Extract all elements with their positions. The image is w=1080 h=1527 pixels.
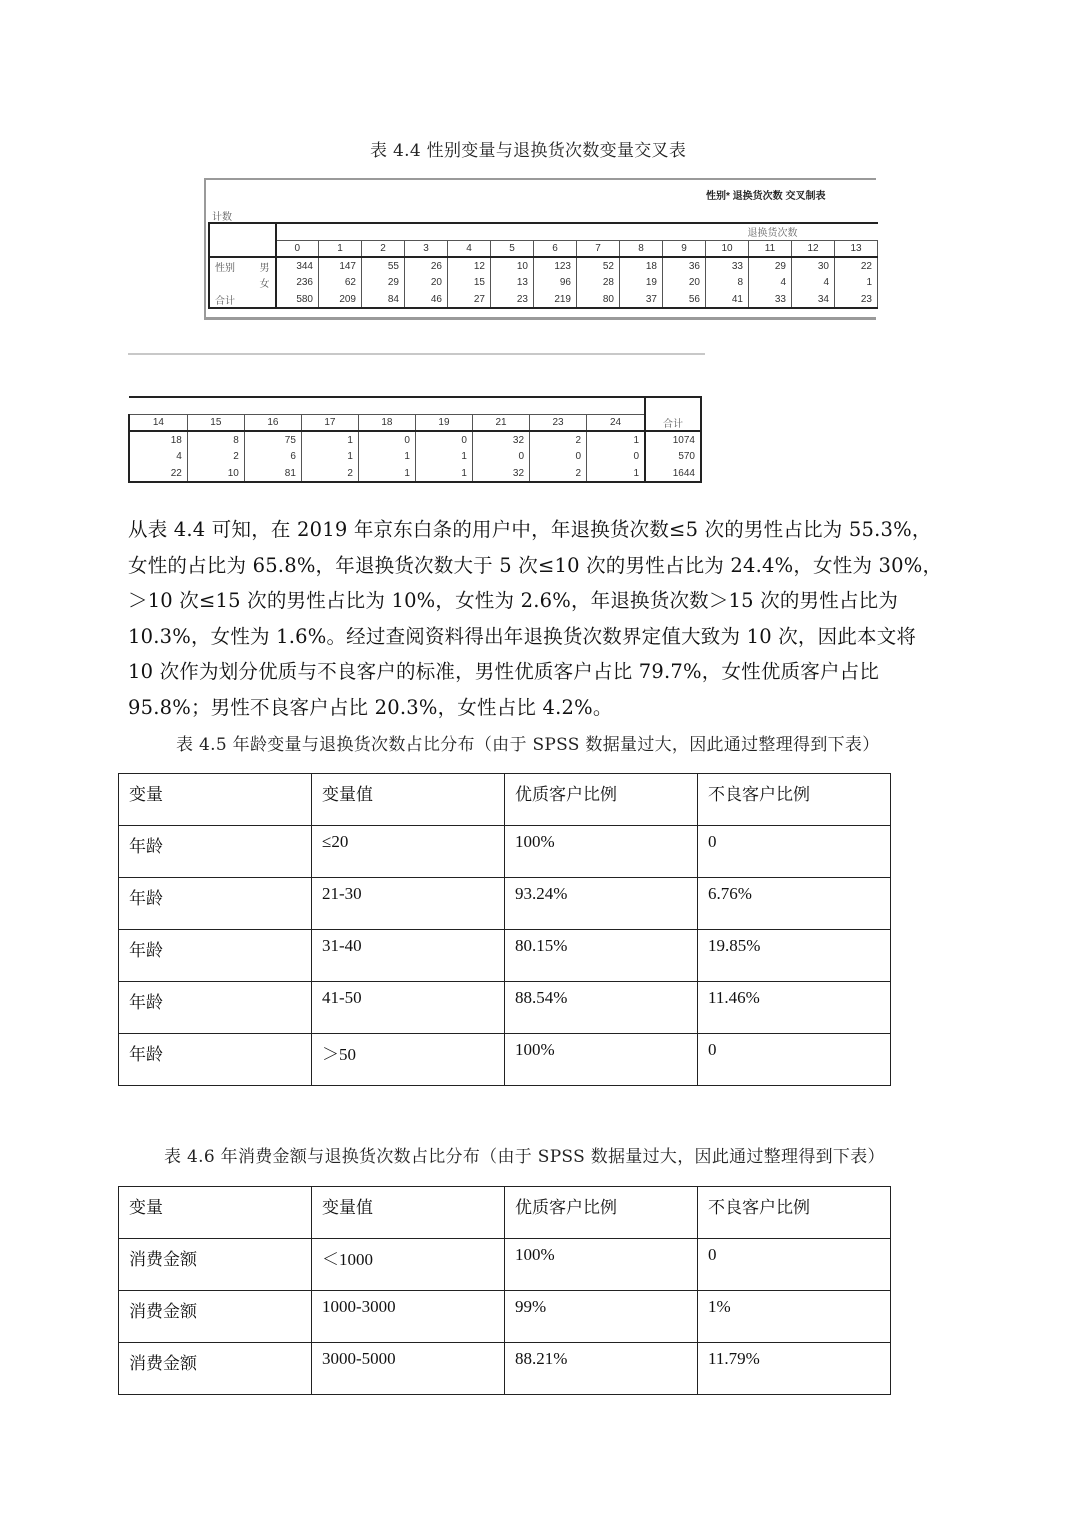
table-cell: 4 [129,448,187,465]
table-cell: 29 [749,257,792,274]
table-cell: 18 [129,431,187,448]
paragraph-line: 从表 4.4 可知，在 2019 年京东白条的用户中，年退换货次数≤5 次的男性占比为 55.3%， [128,518,932,541]
table-cell: 52 [577,257,620,274]
table-cell: 344 [276,257,319,274]
crosstab-table-part1 [208,222,878,309]
table-cell: 6 [244,448,301,465]
table-cell: 8 [187,431,244,448]
table-cell: ＞50 [312,1034,505,1086]
table-row [119,878,891,930]
table-cell: 0 [358,431,415,448]
table-cell: 219 [534,291,577,308]
table-cell: 1000-3000 [312,1291,505,1343]
table-cell: 34 [792,291,835,308]
table-cell: 21-30 [312,878,505,930]
column-header: 变量值 [312,774,505,826]
table-cell: 3000-5000 [312,1343,505,1395]
row-label-female: 女 [249,274,276,291]
table-cell: 236 [276,274,319,291]
table-cell: 88.54% [505,982,698,1034]
table-cell: 100% [505,1034,698,1086]
column-header: 变量 [119,1187,312,1239]
row-label-total: 合计 [209,291,249,308]
table-row [119,1034,891,1086]
spending-distribution-table [118,1186,891,1395]
table-cell: 消费金额 [119,1343,312,1395]
table-cell: 93.24% [505,878,698,930]
table-cell: 8 [706,274,749,291]
table-cell: 26 [405,257,448,274]
column-header: 2 [362,240,405,257]
table-cell: 100% [505,826,698,878]
column-header: 13 [835,240,878,257]
table-row [119,930,891,982]
table-cell: 20 [663,274,706,291]
column-header: 11 [749,240,792,257]
column-header: 3 [405,240,448,257]
table-cell: 年龄 [119,930,312,982]
table-cell: 13 [491,274,534,291]
table-cell: 0 [698,1034,891,1086]
table-cell: 81 [244,465,301,482]
table-cell: 年龄 [119,826,312,878]
table-cell: 123 [534,257,577,274]
table-cell: 80 [577,291,620,308]
table-row [119,826,891,878]
table-cell: 1 [358,448,415,465]
table-cell: 11.46% [698,982,891,1034]
table-cell: 1 [415,465,472,482]
table-cell: 23 [491,291,534,308]
table-cell: 41-50 [312,982,505,1034]
paragraph-line: 女性的占比为 65.8%，年退换货次数大于 5 次≤10 次的男性占比为 24.4%，女性为 30%， [128,553,943,577]
table-4-6-caption: 表 4.6 年消费金额与退换货次数占比分布（由于 SPSS 数据量过大，因此通过整理得到下表） [164,1147,885,1167]
table-cell: 33 [706,257,749,274]
table-cell: 22 [835,257,878,274]
table-cell: 年龄 [119,982,312,1034]
table-cell: 96 [534,274,577,291]
table-cell: 1% [698,1291,891,1343]
table-row [119,1291,891,1343]
table-cell: 10 [187,465,244,482]
table-cell: 19 [620,274,663,291]
table-cell: 11.79% [698,1343,891,1395]
table-row-female [129,448,701,465]
table-cell: 32 [472,431,529,448]
corner-cell [209,223,276,257]
page-divider [128,353,705,355]
table-4-5-caption: 表 4.5 年龄变量与退换货次数占比分布（由于 SPSS 数据量过大，因此通过整理得到下表） [176,735,880,755]
total-cell: 1644 [645,465,701,482]
table-cell: 41 [706,291,749,308]
paragraph-line: ＞10 次≤15 次的男性占比为 10%，女性为 2.6%，年退换货次数＞15 次的男性占比为 [128,589,899,612]
table-cell: 消费金额 [119,1291,312,1343]
table-cell: 84 [362,291,405,308]
header-row [119,1187,891,1239]
table-cell: 1 [415,448,472,465]
column-header: 14 [129,414,187,431]
table-cell: 1 [301,431,358,448]
column-header: 23 [530,414,587,431]
age-distribution-table [118,773,891,1086]
paragraph-line: 10.3%，女性为 1.6%。经过查阅资料得出年退换货次数界定值大致为 10 次，因此本文将 [128,624,917,648]
table-cell: 2 [187,448,244,465]
table-row [119,1343,891,1395]
table-cell: 32 [472,465,529,482]
table-cell: 580 [276,291,319,308]
table-cell: 10 [491,257,534,274]
table-cell: 年龄 [119,1034,312,1086]
table-cell: 56 [663,291,706,308]
total-column-header: 合计 [645,397,701,431]
table-cell: 18 [620,257,663,274]
table-cell: 2 [530,431,587,448]
spss-crosstab-part2 [128,396,704,483]
table-cell: 28 [577,274,620,291]
column-header: 24 [587,414,645,431]
column-header: 变量值 [312,1187,505,1239]
table-cell: 2 [301,465,358,482]
row-group-label: 性别 [209,257,249,274]
column-header: 8 [620,240,663,257]
column-header: 7 [577,240,620,257]
column-header: 21 [472,414,529,431]
column-header: 不良客户比例 [698,1187,891,1239]
table-cell: 20 [405,274,448,291]
column-header: 12 [792,240,835,257]
table-cell: 31-40 [312,930,505,982]
col-group-label: 退换货次数 [276,223,878,240]
count-label: 计数 [212,212,232,223]
table-cell: 55 [362,257,405,274]
table-cell: 147 [319,257,362,274]
column-header: 17 [301,414,358,431]
crosstab-table-part2 [128,396,702,483]
table-cell: 4 [792,274,835,291]
table-cell: 23 [835,291,878,308]
table-row-total [129,465,701,482]
table-row-male [129,431,701,448]
total-cell: 1074 [645,431,701,448]
column-header: 10 [706,240,749,257]
table-cell: 1 [358,465,415,482]
column-header: 不良客户比例 [698,774,891,826]
table-cell: 88.21% [505,1343,698,1395]
table-cell: 46 [405,291,448,308]
table-cell: ≤20 [312,826,505,878]
table-row-female [209,274,878,291]
column-header: 6 [534,240,577,257]
column-header: 19 [415,414,472,431]
column-header: 9 [663,240,706,257]
table-cell: 消费金额 [119,1239,312,1291]
table-4-4-caption: 表 4.4 性别变量与退换货次数变量交叉表 [370,141,687,161]
paragraph-line: 95.8%；男性不良客户占比 20.3%，女性占比 4.2%。 [128,695,613,719]
paragraph-line: 10 次作为划分优质与不良客户的标准，男性优质客户占比 79.7%，女性优质客户占比 [128,660,880,683]
column-header: 优质客户比例 [505,1187,698,1239]
spss-crosstab-part1 [204,178,876,320]
table-cell: ＜1000 [312,1239,505,1291]
table-cell: 4 [749,274,792,291]
column-header: 4 [448,240,491,257]
column-header-row [129,414,701,431]
column-header: 5 [491,240,534,257]
column-header: 优质客户比例 [505,774,698,826]
table-row-total [209,291,878,308]
column-header: 15 [187,414,244,431]
column-header: 0 [276,240,319,257]
table-cell: 37 [620,291,663,308]
table-cell: 62 [319,274,362,291]
table-cell: 99% [505,1291,698,1343]
table-cell: 0 [472,448,529,465]
table-cell: 27 [448,291,491,308]
table-cell: 15 [448,274,491,291]
header-row [119,774,891,826]
table-cell: 100% [505,1239,698,1291]
table-cell: 1 [587,431,645,448]
table-row [119,982,891,1034]
table-cell: 年龄 [119,878,312,930]
table-cell: 30 [792,257,835,274]
total-cell: 570 [645,448,701,465]
table-cell: 29 [362,274,405,291]
table-cell: 80.15% [505,930,698,982]
column-header: 16 [244,414,301,431]
table-cell: 1 [301,448,358,465]
table-cell: 36 [663,257,706,274]
table-cell: 2 [530,465,587,482]
table-cell: 75 [244,431,301,448]
table-cell: 22 [129,465,187,482]
table-cell: 0 [698,826,891,878]
table-cell: 1 [587,465,645,482]
table-cell: 0 [698,1239,891,1291]
table-row-male [209,257,878,274]
table-cell: 19.85% [698,930,891,982]
table-row [119,1239,891,1291]
table-cell: 0 [587,448,645,465]
analysis-paragraph [128,512,958,725]
column-header-row [209,240,878,257]
table-cell: 1 [835,274,878,291]
table-cell: 0 [415,431,472,448]
column-header: 1 [319,240,362,257]
table-cell: 0 [530,448,587,465]
table-cell: 12 [448,257,491,274]
table-cell: 6.76% [698,878,891,930]
table-cell: 33 [749,291,792,308]
table-cell: 209 [319,291,362,308]
spss-table-title: 性别* 退换货次数 交叉制表 [706,191,826,202]
column-header: 变量 [119,774,312,826]
row-label-male: 男 [249,257,276,274]
column-header: 18 [358,414,415,431]
